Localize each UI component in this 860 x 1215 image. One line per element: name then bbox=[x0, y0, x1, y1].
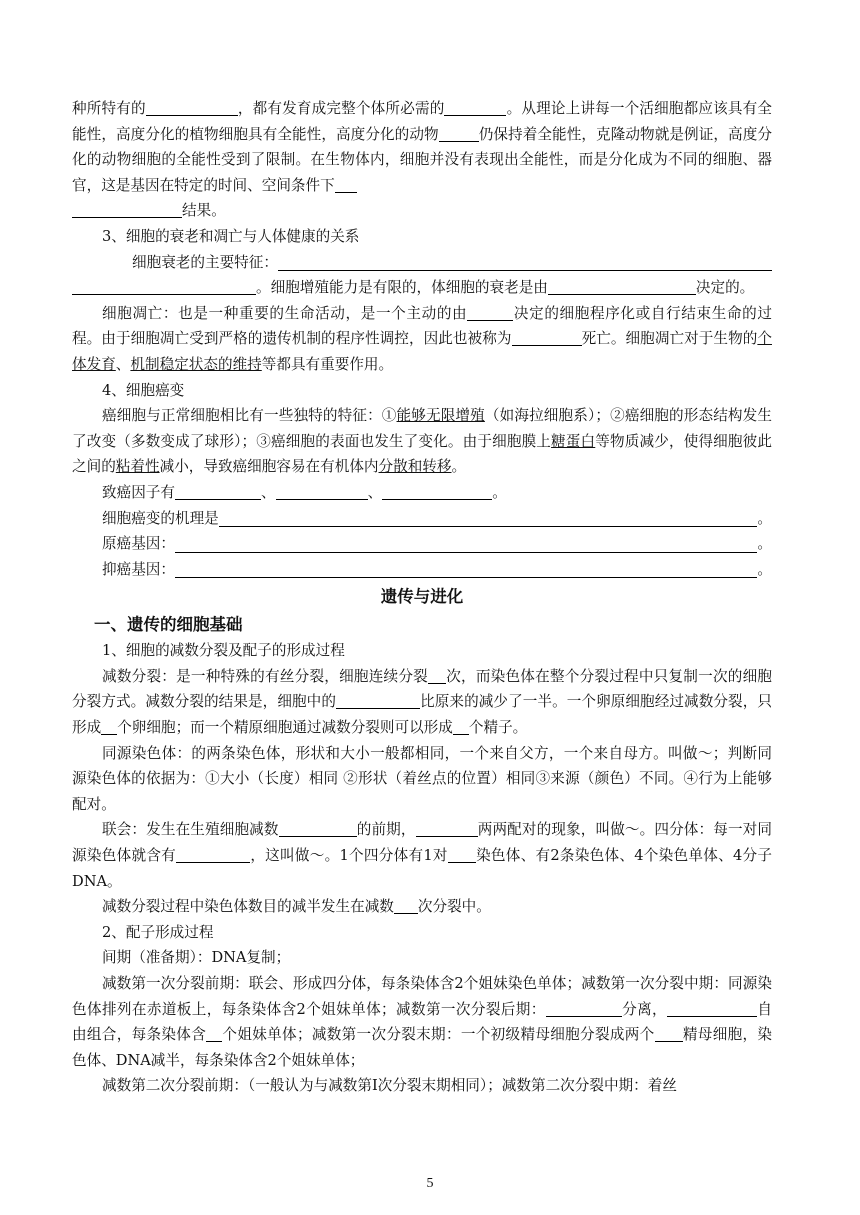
chapter-title: 遗传与进化 bbox=[380, 587, 464, 607]
part-heading: 一、遗传的细胞基础 bbox=[94, 615, 243, 635]
gamete-paragraph: 减数第一次分裂前期：联会、形成四分体，每条染体含2个姐妹染色单体；减数第一次分裂中期：同源染色体排列在赤道板上，每条染体含2个姐妹单体；减数第一次分裂后期： 分离， 自由组合，每条染体含 个姐妹单体；减数第一次分裂末期：一个初级精母细胞分裂成两个 精母细胞，染色体、DNA减半，每条染体含2个姐妹单体； bbox=[72, 975, 772, 1069]
mechanism-row: 细胞癌变的机理是 。 bbox=[102, 509, 772, 527]
blank[interactable] bbox=[546, 998, 622, 1017]
document-page bbox=[72, 96, 772, 1099]
blank[interactable] bbox=[448, 844, 476, 863]
section-heading: 4、细胞癌变 bbox=[102, 381, 185, 399]
tumor-suppressor-row: 抑癌基因： 。 bbox=[102, 560, 772, 578]
meiosis2-paragraph: 减数第二次分裂前期：（一般认为与减数第Ⅰ次分裂末期相同）；减数第二次分裂中期：着丝 bbox=[102, 1077, 677, 1095]
aging-row: 细胞衰老的主要特征： bbox=[72, 250, 772, 276]
blank[interactable] bbox=[219, 508, 758, 527]
blank[interactable] bbox=[101, 716, 117, 735]
blank[interactable] bbox=[72, 276, 256, 295]
blank[interactable] bbox=[382, 481, 492, 500]
blank[interactable] bbox=[444, 97, 506, 116]
blank[interactable] bbox=[276, 481, 368, 500]
halving-paragraph: 减数分裂过程中染色体数目的减半发生在减数 次分裂中。 bbox=[72, 894, 772, 920]
page-number: 5 bbox=[426, 1176, 434, 1191]
blank[interactable] bbox=[428, 665, 446, 684]
blank[interactable] bbox=[176, 844, 250, 863]
blank[interactable] bbox=[72, 199, 182, 218]
blank[interactable] bbox=[146, 97, 238, 116]
blank[interactable] bbox=[206, 1023, 222, 1042]
meiosis-paragraph: 减数分裂：是一种特殊的有丝分裂，细胞连续分裂 次，而染色体在整个分裂过程中只复制一次的细胞分裂方式。减数分裂的结果是，细胞中的 比原来的减少了一半。一个卵原细胞经过减数分裂，只形成 个卵细胞；而一个精原细胞通过减数分裂则可以形成 个精子。 bbox=[72, 664, 772, 741]
blank[interactable] bbox=[175, 481, 261, 500]
blank[interactable] bbox=[394, 895, 418, 914]
blank[interactable] bbox=[439, 123, 479, 142]
interphase-text: 间期（准备期）：DNA复制； bbox=[102, 949, 291, 967]
cancer-paragraph: 癌细胞与正常细胞相比有一些独特的特征：①能够无限增殖（如海拉细胞系）；②癌细胞的形态结构发生了改变（多数变成了球形）；③癌细胞的表面也发生了变化。由于细胞膜上糖蛋白等物质减少，使得细胞彼此之间的粘着性减小，导致癌细胞容易在有机体内分散和转移。 bbox=[72, 407, 772, 476]
blank[interactable] bbox=[335, 174, 357, 193]
blank[interactable] bbox=[548, 276, 696, 295]
section-heading: 3、细胞的衰老和凋亡与人体健康的关系 bbox=[102, 227, 360, 245]
section-heading: 2、配子形成过程 bbox=[102, 923, 214, 941]
blank[interactable] bbox=[667, 998, 757, 1017]
blank[interactable] bbox=[655, 1023, 683, 1042]
proto-oncogene-row: 原癌基因： 。 bbox=[102, 535, 772, 553]
totipotency-paragraph: 种所特有的 ，都有发育成完整个体所必需的 。从理论上讲每一个活细胞都应该具有全能性，高度分化的植物细胞具有全能性，高度分化的动物 仍保持着全能性，克隆动物就是例证，高度分化的动物细胞的全能性受到了限制。在生物体内，细胞并没有表现出全能性，而是分化成为不同的细胞、器官，这是基因在特定的时间、空间条件下 结果。 bbox=[72, 96, 772, 224]
homologous-paragraph: 同源染色体：的两条染色体，形状和大小一般都相同，一个来自父方，一个来自母方。叫做～；判断同源染色体的依据为：①大小（长度）相同 ②形状（着丝点的位置）相同③来源（颜色）不同。④行为上能够配对。 bbox=[72, 744, 772, 813]
synapsis-paragraph: 联会：发生在生殖细胞减数 的前期， 两两配对的现象，叫做～。四分体：每一对同源染色体就含有 ，这叫做～。1个四分体有1对 染色体、有2条染色体、4个染色单体、4分子DNA。 bbox=[72, 817, 772, 894]
section-heading: 1、细胞的减数分裂及配子的形成过程 bbox=[102, 642, 345, 660]
blank[interactable] bbox=[467, 302, 513, 321]
blank[interactable] bbox=[279, 818, 357, 837]
blank[interactable] bbox=[336, 690, 420, 709]
carcinogen-row: 致癌因子有 、 、 。 bbox=[72, 480, 772, 506]
blank[interactable] bbox=[175, 534, 757, 553]
blank[interactable] bbox=[278, 252, 772, 271]
blank[interactable] bbox=[453, 716, 469, 735]
blank[interactable] bbox=[512, 327, 582, 346]
blank[interactable] bbox=[416, 818, 478, 837]
aging-paragraph: 。细胞增殖能力是有限的，体细胞的衰老是由 决定的。 bbox=[72, 275, 772, 301]
apoptosis-paragraph: 细胞凋亡：也是一种重要的生命活动，是一个主动的由 决定的细胞程序化或自行结束生命的过程。由于细胞凋亡受到严格的遗传机制的程序性调控，因此也被称为 死亡。细胞凋亡对于生物的个体发育、机制稳定状态的维持等都具有重要作用。 bbox=[72, 301, 772, 378]
blank[interactable] bbox=[175, 559, 757, 578]
